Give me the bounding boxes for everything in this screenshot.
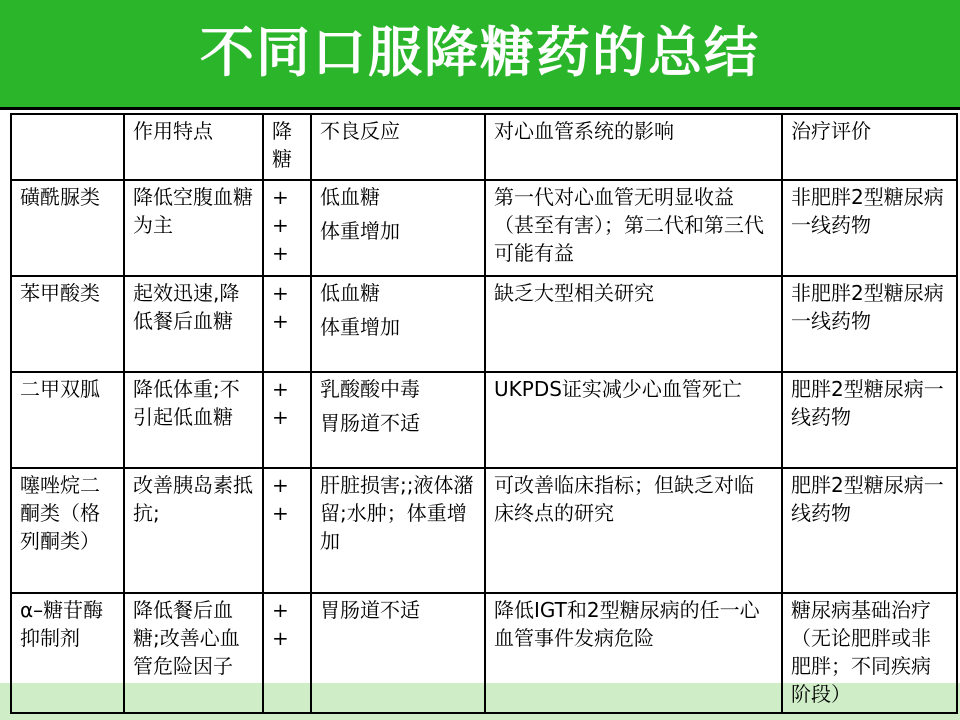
adverse-cell: [311, 276, 485, 372]
cardio-cell: 第一代对心血管无明显收益（甚至有害）；第二代和第三代可能有益: [485, 180, 782, 276]
adverse-cell: [311, 593, 485, 713]
table-row: [11, 180, 957, 276]
header-cell-adverse: 不良反应: [311, 114, 485, 180]
title-bar: [0, 0, 960, 110]
potency-cell: +++: [263, 180, 311, 276]
feature-cell: 起效迅速,降低餐后血糖: [124, 276, 263, 372]
header-cell-blank: [11, 114, 124, 180]
category-cell: 二甲双胍: [11, 372, 124, 468]
potency-cell: ++: [263, 593, 311, 713]
adverse-item: 体重增加: [320, 315, 400, 339]
adverse-cell: [311, 372, 485, 468]
adverse-item: 胃肠道不适: [320, 411, 420, 435]
adverse-cell: [311, 468, 485, 593]
adverse-item: 体重增加: [320, 219, 400, 243]
potency-cell: ++: [263, 276, 311, 372]
cardio-cell: UKPDS证实减少心血管死亡: [485, 372, 782, 468]
feature-cell: 降低空腹血糖为主: [124, 180, 263, 276]
feature-cell: 改善胰岛素抵抗;: [124, 468, 263, 593]
evaluation-cell: 非肥胖2型糖尿病一线药物: [782, 276, 957, 372]
evaluation-cell: 非肥胖2型糖尿病一线药物: [782, 180, 957, 276]
adverse-item: 低血糖: [320, 185, 380, 209]
adverse-item: 胃肠道不适: [320, 598, 420, 622]
header-cell-feature: 作用特点: [124, 114, 263, 180]
adverse-cell: [311, 180, 485, 276]
header-cell-evaluation: 治疗评价: [782, 114, 957, 180]
category-cell: 苯甲酸类: [11, 276, 124, 372]
table-row: [11, 593, 957, 713]
drug-summary-table: [10, 113, 958, 714]
category-cell: α–糖苷酶抑制剂: [11, 593, 124, 713]
evaluation-cell: 糖尿病基础治疗（无论肥胖或非肥胖；不同疾病阶段）: [782, 593, 957, 713]
slide-title: 不同口服降糖药的总结: [200, 21, 760, 84]
cardio-cell: 可改善临床指标；但缺乏对临床终点的研究: [485, 468, 782, 593]
potency-cell: ++: [263, 468, 311, 593]
feature-cell: 降低体重;不引起低血糖: [124, 372, 263, 468]
table-row: [11, 372, 957, 468]
header-cell-cardio: 对心血管系统的影响: [485, 114, 782, 180]
category-cell: 噻唑烷二酮类（格列酮类）: [11, 468, 124, 593]
category-cell: 磺酰脲类: [11, 180, 124, 276]
cardio-cell: 降低IGT和2型糖尿病的任一心血管事件发病危险: [485, 593, 782, 713]
evaluation-cell: 肥胖2型糖尿病一线药物: [782, 372, 957, 468]
table-header-row: [11, 114, 957, 180]
table-row: [11, 468, 957, 593]
cardio-cell: 缺乏大型相关研究: [485, 276, 782, 372]
header-cell-potency: 降糖: [263, 114, 311, 180]
potency-cell: ++: [263, 372, 311, 468]
evaluation-cell: 肥胖2型糖尿病一线药物: [782, 468, 957, 593]
adverse-item: 肝脏损害;;液体潴留;水肿；体重增加: [320, 473, 474, 553]
adverse-item: 低血糖: [320, 281, 380, 305]
adverse-item: 乳酸酸中毒: [320, 377, 420, 401]
feature-cell: 降低餐后血糖;改善心血管危险因子: [124, 593, 263, 713]
table-row: [11, 276, 957, 372]
